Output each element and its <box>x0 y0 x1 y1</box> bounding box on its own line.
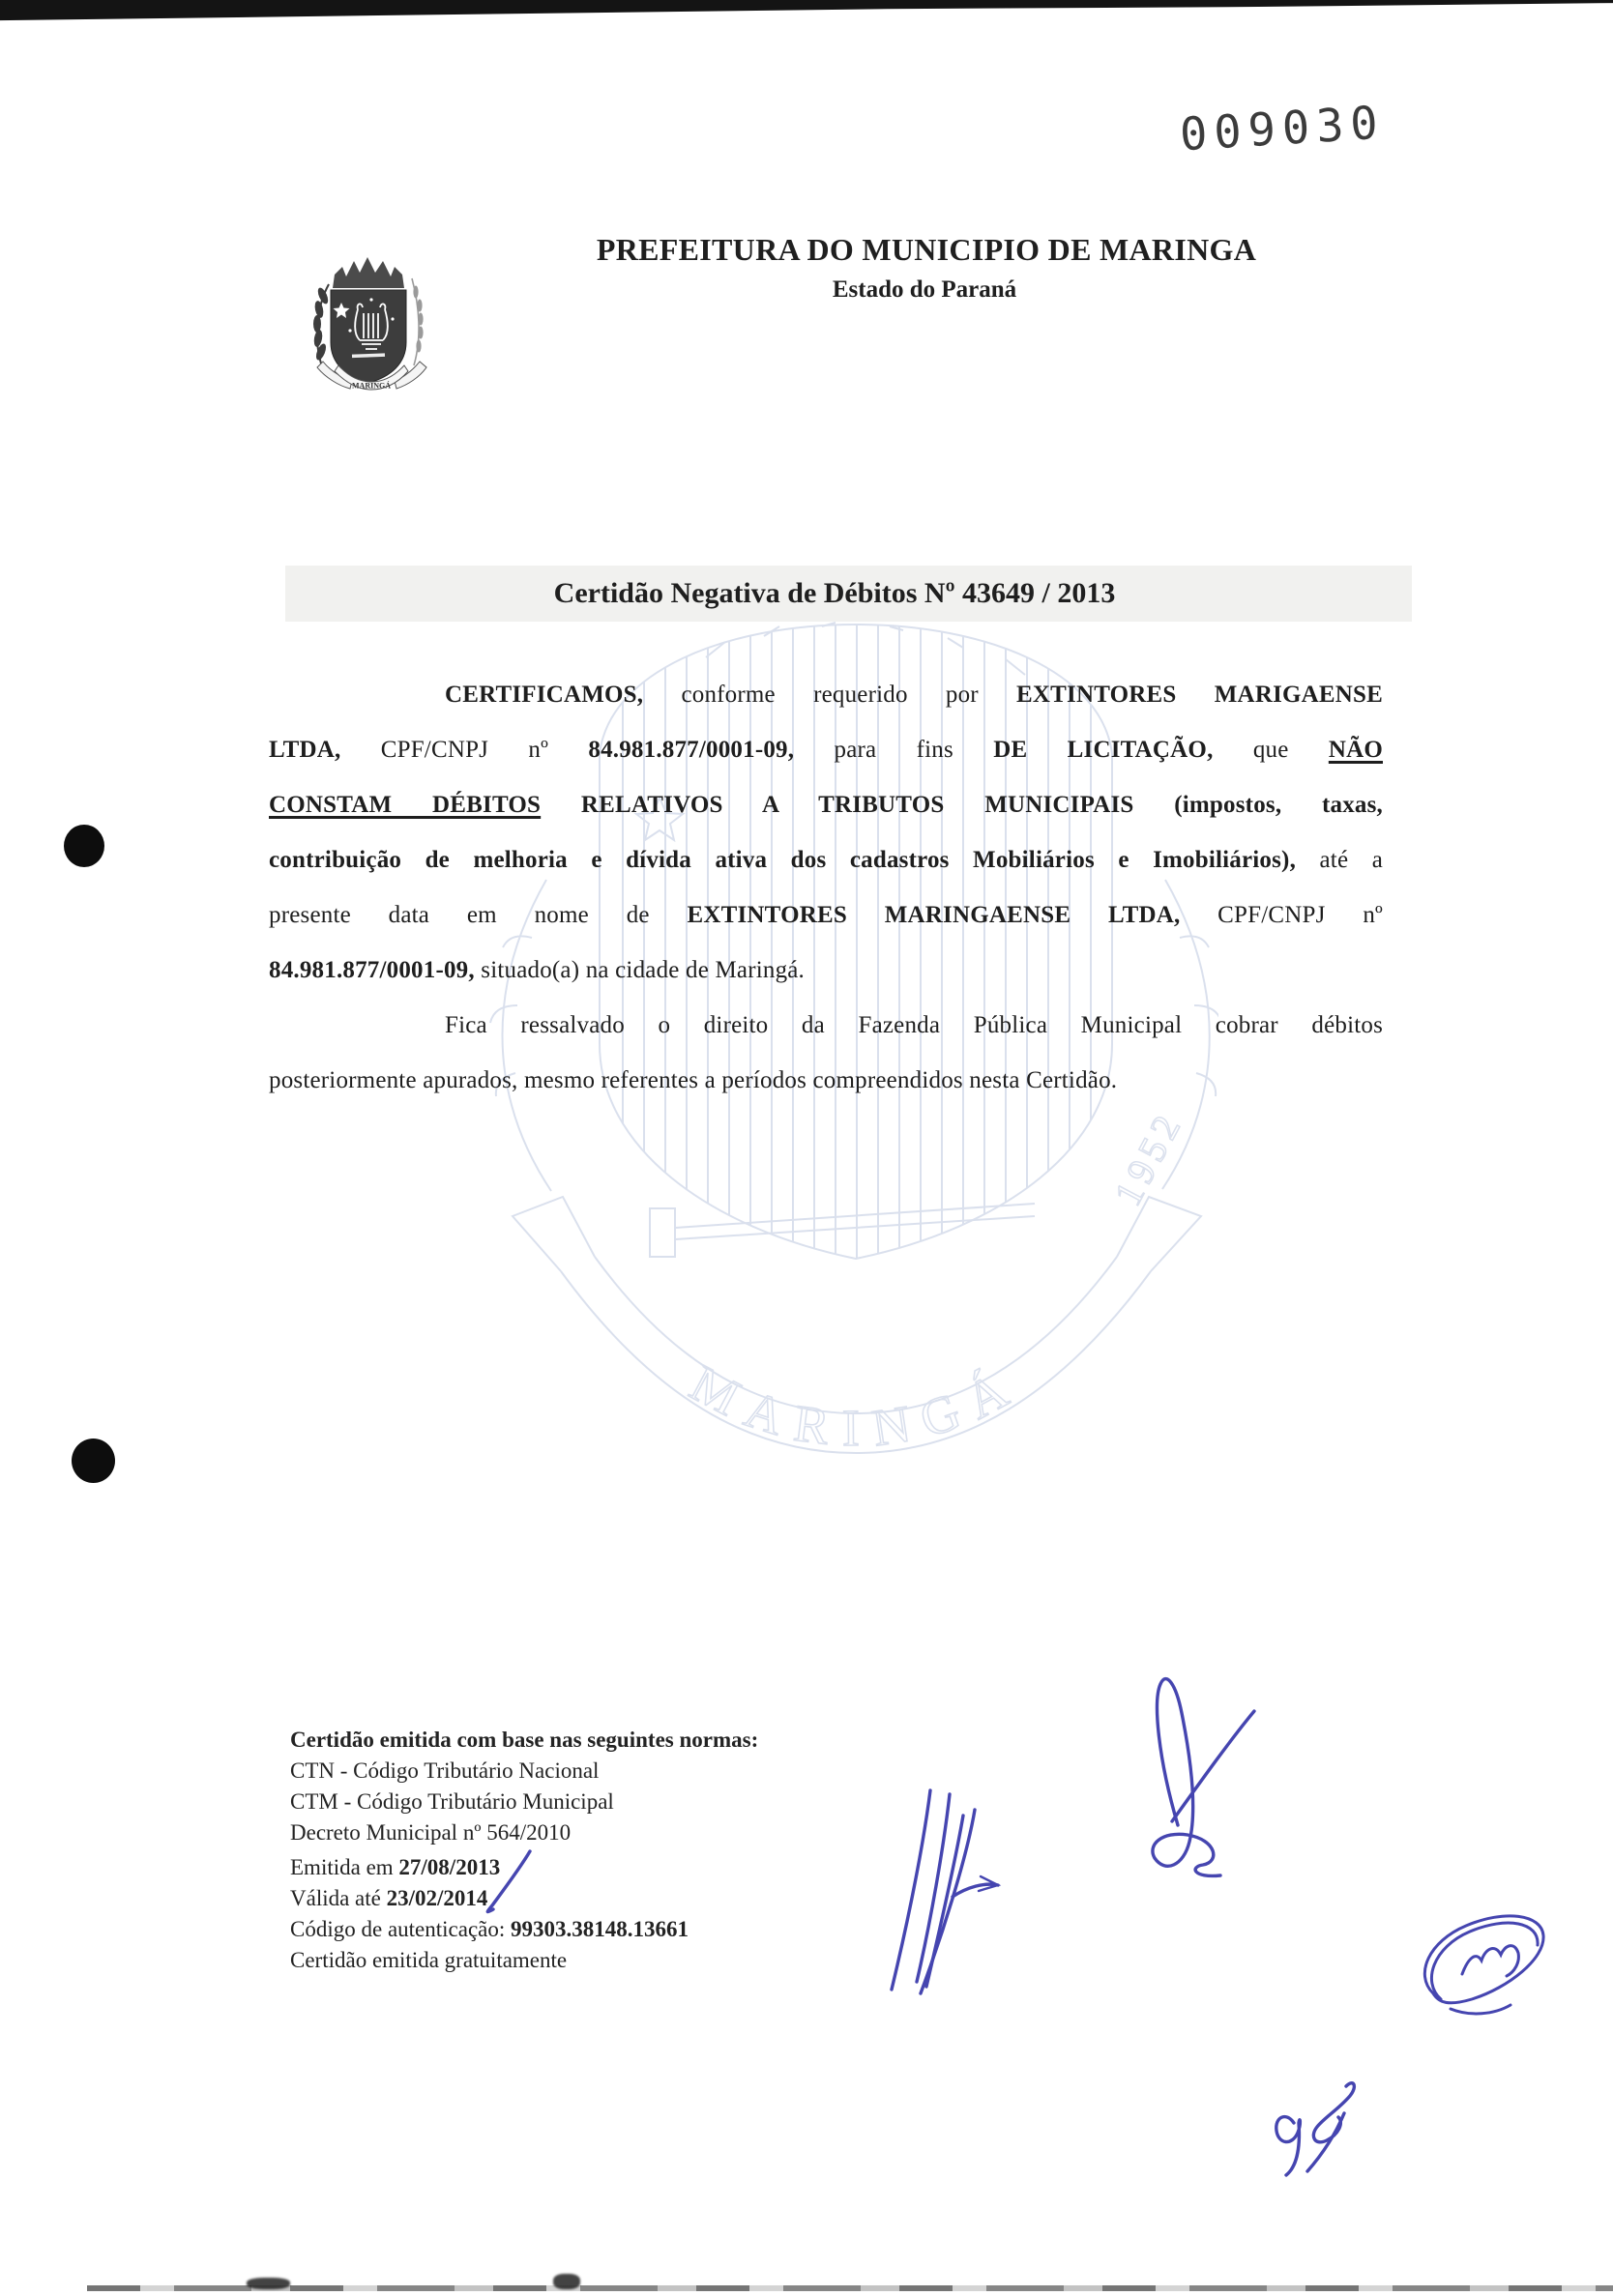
body-line: Fica ressalvado o direito da Fazenda Pública Municipal cobrar débitos <box>445 1012 1383 1038</box>
signature-loop <box>1153 1679 1254 1876</box>
signature-initials <box>1276 2083 1355 2175</box>
footer-line: Código de autenticação: 99303.38148.13661 <box>290 1917 689 1941</box>
body-line: LTDA, CPF/CNPJ nº 84.981.877/0001-09, para fins DE LICITAÇÃO, que NÃO <box>269 737 1383 763</box>
coat-of-arms-logo <box>311 249 431 396</box>
watermark-arc-text: MARINGÁ <box>681 1353 1031 1458</box>
footer-line: Válida até 23/02/2014 <box>290 1886 488 1910</box>
org-name: PREFEITURA DO MUNICIPIO DE MARINGA <box>596 232 1257 267</box>
scan-artifact-bottom-edge <box>87 2285 1613 2291</box>
signature-oval <box>1424 1916 1543 2014</box>
watermark-year-text: 1952 <box>1105 1103 1191 1213</box>
coat-of-arms-watermark <box>416 590 1218 1508</box>
page-number-stamp: 009030 <box>1178 96 1387 162</box>
footer-line: CTN - Código Tributário Nacional <box>290 1758 600 1783</box>
body-line: posteriormente apurados, mesmo referentes a períodos compreendidos nesta Certidão. <box>269 1067 1118 1093</box>
footer-line: Emitida em 27/08/2013 <box>290 1855 501 1879</box>
footer-line: Decreto Municipal nº 564/2010 <box>290 1820 572 1845</box>
body-line: presente data em nome de EXTINTORES MARINGAENSE LTDA, CPF/CNPJ nº <box>269 902 1383 928</box>
certificate-title: Certidão Negativa de Débitos Nº 43649 / 2013 <box>553 577 1116 609</box>
signature-vertical-strokes <box>892 1790 998 1993</box>
org-subtitle: Estado do Paraná <box>832 276 1017 303</box>
hole-punch-top <box>64 825 104 867</box>
body-line: 84.981.877/0001-09, situado(a) na cidade de Maringá. <box>269 957 806 983</box>
body-line: contribuição de melhoria e dívida ativa dos cadastros Mobiliários e Imobiliários), até a <box>269 847 1384 873</box>
scan-smudge <box>553 2274 580 2289</box>
footer-line: Certidão emitida gratuitamente <box>290 1948 568 1972</box>
logo-banner-text: MARINGÁ <box>352 381 391 391</box>
scan-artifact-top-edge <box>0 0 1613 21</box>
body-line: CERTIFICAMOS, conforme requerido por EXTINTORES MARIGAENSE <box>445 682 1384 708</box>
footer-line: Certidão emitida com base nas seguintes normas: <box>290 1728 759 1752</box>
body-line: CONSTAM DÉBITOS RELATIVOS A TRIBUTOS MUNICIPAIS (impostos, taxas, <box>269 792 1384 818</box>
hole-punch-bottom <box>72 1439 115 1483</box>
scan-smudge <box>247 2278 290 2289</box>
footer-line: CTM - Código Tributário Municipal <box>290 1789 614 1814</box>
